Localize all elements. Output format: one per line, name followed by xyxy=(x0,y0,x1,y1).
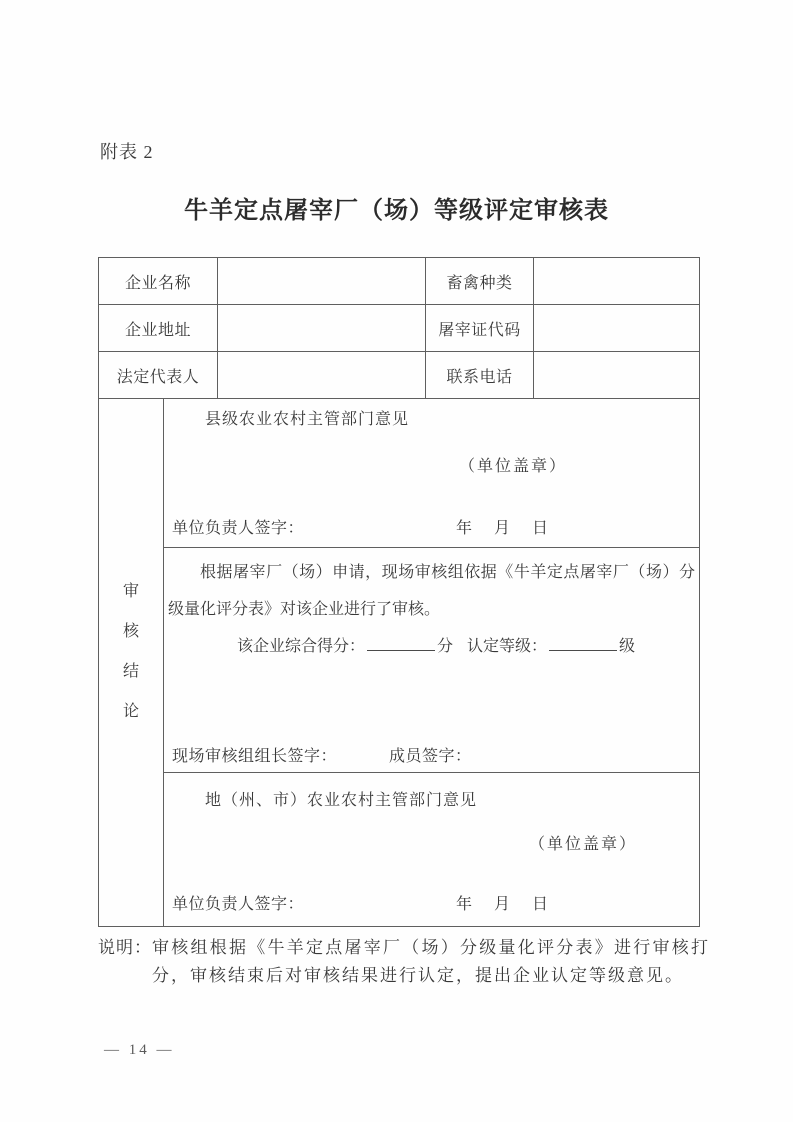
county-sign-row xyxy=(164,515,699,537)
value-enterprise-address xyxy=(217,305,425,352)
section-audit-result xyxy=(164,548,699,773)
grade-label: 认定等级： xyxy=(467,638,548,655)
section-county-opinion xyxy=(164,399,699,548)
review-conclusion-row xyxy=(99,399,699,926)
score-line xyxy=(237,633,699,661)
header-char: 审 xyxy=(122,583,139,600)
note-text: 审核组根据《牛羊定点屠宰厂（场）分级量化评分表》进行审核打分，审核结束后对审核结果进行认定，提出企业认定等级意见。 xyxy=(152,938,710,985)
header-char: 论 xyxy=(122,703,139,720)
stamp-note: （单位盖章） xyxy=(459,458,568,475)
value-contact-phone xyxy=(533,352,699,399)
review-conclusion-header xyxy=(99,399,163,926)
label-legal-representative: 法定代表人 xyxy=(99,352,217,399)
value-livestock-type xyxy=(533,258,699,305)
value-slaughter-cert-code xyxy=(533,305,699,352)
audit-paragraph: 根据屠宰厂（场）申请，现场审核组依据《牛羊定点屠宰厂（场）分级量化评分表》对该企业进行了审核。 xyxy=(168,564,695,618)
county-opinion-title: 县级农业农村主管部门意见 xyxy=(205,411,410,428)
value-enterprise-name xyxy=(217,258,425,305)
member-sign-label: 成员签字： xyxy=(389,748,472,765)
score-unit: 分 xyxy=(437,638,454,655)
note-label: 说明： xyxy=(98,938,152,957)
date-placeholder: 年 月 日 xyxy=(456,896,552,913)
date-placeholder: 年 月 日 xyxy=(456,520,552,537)
label-contact-phone: 联系电话 xyxy=(425,352,533,399)
label-slaughter-cert-code: 屠宰证代码 xyxy=(425,305,533,352)
prefecture-sign-row xyxy=(164,891,699,913)
value-legal-representative xyxy=(217,352,425,399)
label-enterprise-name: 企业名称 xyxy=(99,258,217,305)
leader-sign-label: 现场审核组组长签字： xyxy=(172,748,338,765)
review-form-table xyxy=(98,257,700,927)
section-prefecture-opinion xyxy=(164,773,699,926)
label-enterprise-address: 企业地址 xyxy=(99,305,217,352)
label-livestock-type: 畜禽种类 xyxy=(425,258,533,305)
score-label: 该企业综合得分： xyxy=(237,638,366,655)
form-note xyxy=(98,934,710,990)
document-title: 牛羊定点屠宰厂（场）等级评定审核表 xyxy=(184,198,609,224)
prefecture-opinion-title: 地（州、市）农业农村主管部门意见 xyxy=(205,792,478,809)
header-char: 核 xyxy=(122,623,139,640)
grade-unit: 级 xyxy=(619,638,636,655)
enterprise-info-grid xyxy=(99,258,699,399)
score-blank-line xyxy=(367,634,435,651)
signer-label: 单位负责人签字： xyxy=(172,520,305,537)
signer-label: 单位负责人签字： xyxy=(172,896,305,913)
appendix-label: 附表 2 xyxy=(100,142,154,162)
grade-blank-line xyxy=(549,634,617,651)
stamp-note: （单位盖章） xyxy=(529,836,638,853)
header-char: 结 xyxy=(122,663,139,680)
page-number: — 14 — xyxy=(104,1042,175,1058)
review-conclusion-content xyxy=(163,399,699,926)
audit-sign-row xyxy=(164,743,699,765)
